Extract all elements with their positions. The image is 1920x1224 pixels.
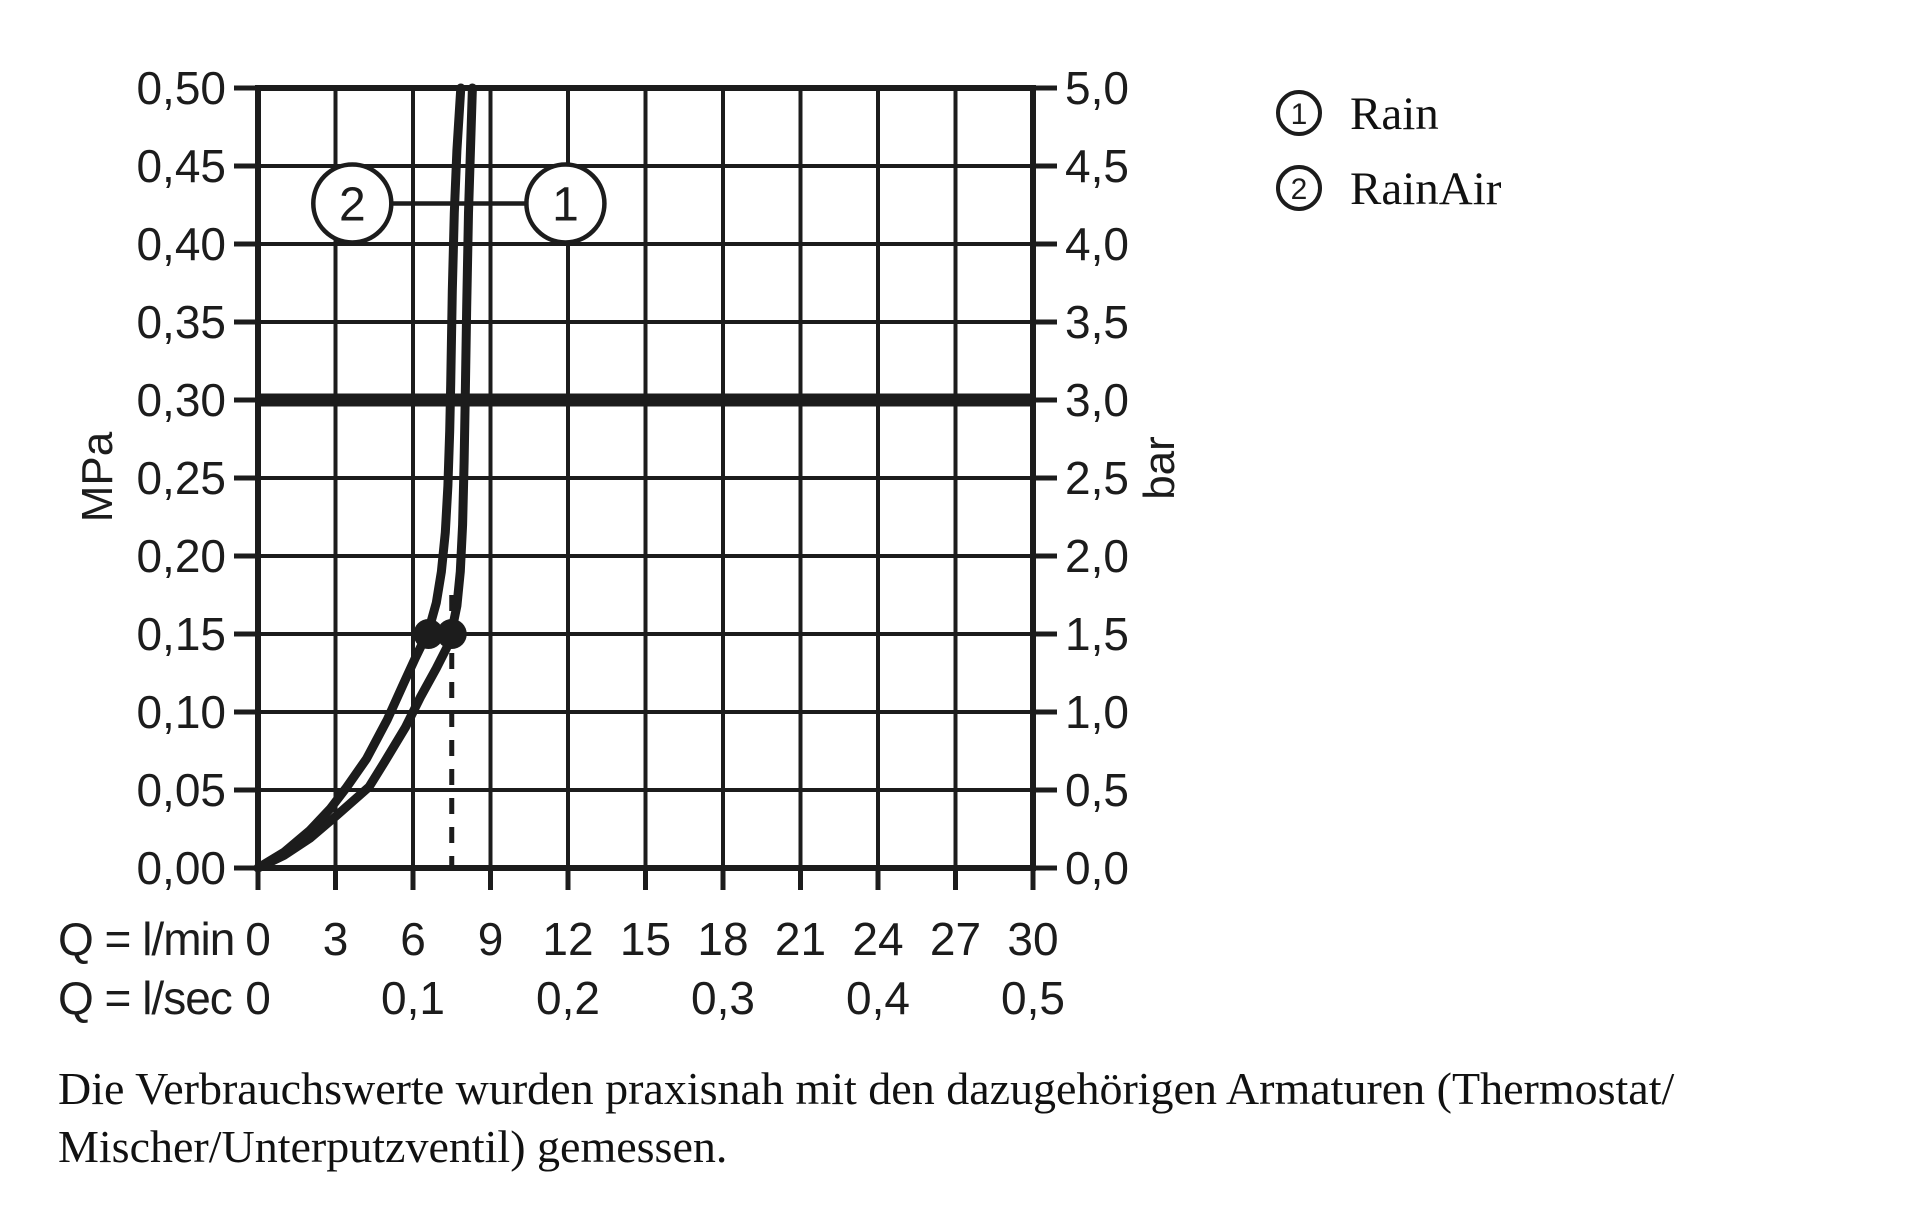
y-left-tick-label: 0,20 [136, 530, 226, 582]
x-lmin-tick-label: 6 [400, 913, 426, 965]
y-right-tick-label: 4,5 [1065, 140, 1129, 192]
y-left-tick-label: 0,50 [136, 62, 226, 114]
x-lmin-tick-label: 30 [1007, 913, 1059, 965]
x-lmin-tick-label: 24 [852, 913, 904, 965]
legend [1278, 88, 1502, 215]
y-right-tick-label: 0,5 [1065, 764, 1129, 816]
x-lsec-tick-label: 0,5 [1001, 972, 1065, 1024]
caption [58, 1063, 1674, 1172]
x-lsec-tick-label: 0,2 [536, 972, 600, 1024]
legend-label-rainair: RainAir [1350, 163, 1502, 215]
callout-number-2: 2 [338, 178, 366, 232]
x-lmin-tick-label: 27 [929, 913, 982, 965]
y-left-tick-label: 0,30 [136, 374, 226, 426]
y-left-tick-label: 0,40 [136, 218, 226, 270]
y-right-tick-label: 0,0 [1065, 842, 1129, 894]
y-right-tick-label: 2,0 [1065, 530, 1129, 582]
x-axis-row-label-lsec: Q = l/sec [58, 972, 232, 1024]
y-right-tick-label: 2,5 [1065, 452, 1129, 504]
y-left-tick-label: 0,05 [136, 764, 226, 816]
x-lmin-tick-label: 18 [697, 913, 749, 965]
y-axis-left-unit: MPa [73, 431, 122, 523]
x-lmin-tick-label: 3 [322, 913, 349, 965]
x-axis-row-label-lmin: Q = l/min [58, 913, 235, 965]
legend-number-2: 2 [1290, 173, 1308, 206]
y-right-tick-label: 1,0 [1065, 686, 1129, 738]
callout-number-1: 1 [552, 178, 579, 232]
x-lsec-tick-label: 0 [245, 972, 271, 1024]
legend-label-rain: Rain [1350, 88, 1439, 140]
legend-item-rainair [1278, 163, 1502, 215]
legend-number-1: 1 [1290, 98, 1308, 131]
chart-plot [136, 62, 1128, 1024]
y-left-tick-label: 0,10 [136, 686, 226, 738]
y-right-tick-label: 3,5 [1065, 296, 1129, 348]
x-lsec-tick-label: 0,4 [846, 972, 910, 1024]
x-lmin-tick-label: 0 [245, 913, 271, 965]
y-right-tick-label: 4,0 [1065, 218, 1129, 270]
y-left-tick-label: 0,45 [136, 140, 226, 192]
x-lmin-tick-label: 9 [477, 913, 504, 965]
x-lmin-tick-label: 12 [542, 913, 594, 965]
y-left-tick-label: 0,15 [136, 608, 226, 660]
y-right-tick-label: 1,5 [1065, 608, 1129, 660]
marker-dot-rainair [414, 619, 444, 649]
x-lsec-tick-label: 0,3 [691, 972, 755, 1024]
y-left-tick-label: 0,00 [136, 842, 226, 894]
legend-item-rain [1278, 88, 1439, 140]
y-left-tick-label: 0,35 [136, 296, 226, 348]
caption-line-2: Mischer/Unterputzventil) gemessen. [58, 1121, 728, 1172]
x-lmin-tick-label: 15 [619, 913, 672, 965]
y-axis-right-unit: bar [1135, 436, 1184, 500]
caption-line-1: Die Verbrauchswerte wurden praxisnah mit den dazugehörigen Armaturen (Thermostat/ [58, 1063, 1675, 1114]
y-left-tick-label: 0,25 [136, 452, 226, 504]
x-lsec-tick-label: 0,1 [381, 972, 445, 1024]
y-right-tick-label: 5,0 [1065, 62, 1129, 114]
y-right-tick-label: 3,0 [1065, 374, 1129, 426]
x-lmin-tick-label: 21 [774, 913, 827, 965]
